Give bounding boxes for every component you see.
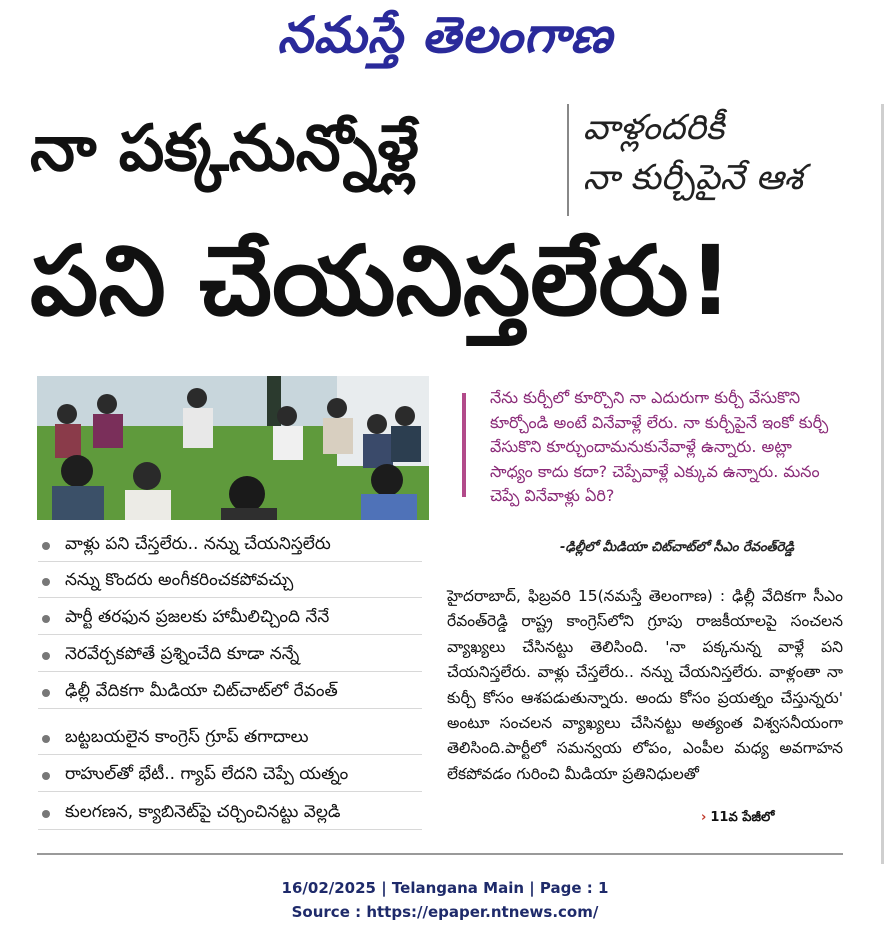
bullet-item [38,567,422,598]
bullet-item [38,678,422,709]
bullet-text: పార్టీ తరఫున ప్రజలకు హామీలిచ్చింది నేనే [65,607,330,627]
bullet-item [38,531,422,562]
bullet-item [38,761,422,792]
bullet-item [38,641,422,672]
bullet-dot-icon [42,735,50,743]
bullet-item [38,799,422,830]
bullet-text: నెరవేర్చకపోతే ప్రశ్నించేది కూడా నన్నే [65,644,300,664]
footer-source: Source : https://epaper.ntnews.com/ [291,903,599,921]
bullet-text: కులగణన, క్యాబినెట్‌పై చర్చించినట్టు వెల్లడి [65,802,341,822]
bullet-text: వాళ్లు పని చేస్తలేరు.. నన్ను చేయనిస్తలేరు [65,534,331,554]
bullet-dot-icon [42,810,50,818]
bullet-dot-icon [42,689,50,697]
bullet-text: ఢిల్లీ వేదికగా మీడియా చిట్‌చాట్‌లో రేవంత్ [65,681,338,701]
bullet-item [38,724,422,755]
bullet-text: నన్ను కొందరు అంగీకరించకపోవచ్చు [65,570,294,590]
news-photo [37,376,429,520]
bullet-text: రాహుల్‌తో భేటీ.. గ్యాప్ లేదని చెప్పే యత్నం [65,764,349,784]
bottom-divider [37,853,843,855]
photo-illustration [37,376,429,520]
main-headline: పని చేయనిస్తలేరు! [30,225,733,337]
footer-date-page: 16/02/2025 | Telangana Main | Page : 1 [281,879,609,897]
bullet-dot-icon [42,578,50,586]
right-edge-rule [881,104,884,864]
article-body: హైదరాబాద్, ఫిబ్రవరి 15(నమస్తే తెలంగాణ) : ఢిల్లీ వేదికగా సీఎం రేవంత్‌రెడ్డి రాష్ట్ర కాంగ్రెస్‌లోని గ్రూపు రాజకీయాలపై సంచలన వ్యాఖ్యలు చేసినట్టు తెలిసింది. 'నా పక్కనున్న వాళ్లే పని చేయనిస్తలేరు. వాళ్లు చేస్తలేరు.. నన్ను చేయనిస్తలేరు. వాళ్లంతా నా కుర్చీ కోసం ఆశపడుతున్నారు. అందు కోసం ప్రయత్నం చేస్తున్నరు' అంటూ సంచలన వ్యాఖ్యలు చేసినట్టు అత్యంత విశ్వసనీయంగా తెలిసింది.పార్టీలో సమన్వయ లోపం, ఎంపీల మధ్య అవగాహన లేకపోవడం గురించి మీడియా ప్రతినిధులతో [447,587,843,783]
kicker-divider [567,104,569,216]
kicker-side-line-1: వాళ్లందరికీ [583,108,725,148]
continuation-label: 11వ పేజీలో [710,810,775,825]
kicker-side-line-2: నా కుర్చీపైనే ఆశ [583,158,803,198]
chevron-right-icon: › [701,810,707,825]
quote-accent-bar [462,393,466,497]
bullet-dot-icon [42,542,50,550]
bullet-dot-icon [42,652,50,660]
bullet-text: బట్టబయలైన కాంగ్రెస్ గ్రూప్ తగాదాలు [65,727,309,747]
bullet-dot-icon [42,772,50,780]
bullet-dot-icon [42,615,50,623]
quote-attribution: -ఢిల్లీలో మీడియా చిట్‌చాట్‌లో సీఎం రేవంత్‌రెడ్డి [560,540,794,555]
continued-on-page [701,810,774,828]
kicker-headline: నా పక్కనున్నోళ్లే [30,112,419,186]
bullet-item [38,604,422,635]
pull-quote: నేను కుర్చీలో కూర్చొని నా ఎదురుగా కుర్చీ వేసుకొని కూర్చోండి అంటే వినేవాళ్లే లేరు. నా కుర్చీపైనే ఇంకో కుర్చీ వేసుకొని కూర్చుందామనుకునేవాళ్లే ఉన్నారు. అట్లా సాధ్యం కాదు కదా? చెప్పేవాళ్లే ఎక్కువ ఉన్నారు. మనం చెప్పే వినేవాళ్లు ఏరి? [490,388,829,505]
masthead-logo: నమస్తే తెలంగాణ [277,6,613,64]
